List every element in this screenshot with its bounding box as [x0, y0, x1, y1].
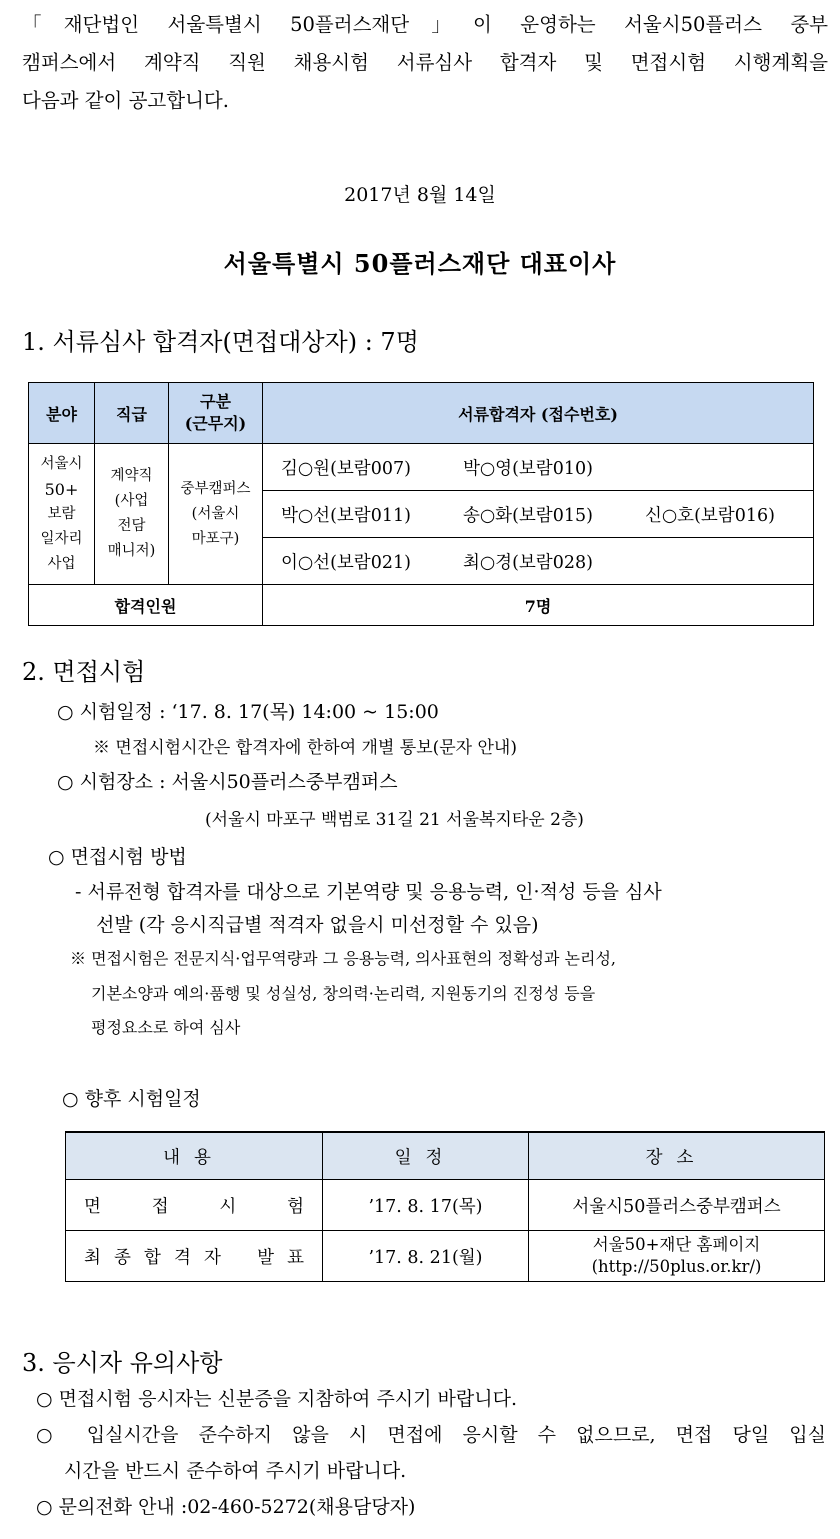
intro-paragraph	[22, 6, 828, 120]
header-field: 분야	[29, 383, 95, 444]
passer-name: 박○선(보람011)	[281, 505, 411, 526]
header-location-text	[169, 391, 262, 435]
event-name-char: 발	[257, 1247, 274, 1268]
event-date: ’17. 8. 21(월)	[323, 1231, 529, 1282]
event-name	[66, 1180, 323, 1231]
passer-name: 송○화(보람015)	[463, 505, 593, 526]
event-name-gap	[234, 1244, 244, 1269]
event-name-char: 시	[219, 1196, 237, 1217]
header-passers: 서류합격자 (접수번호)	[263, 383, 814, 444]
interview-note-1: ※ 면접시험은 전문지식·업무역량과 그 응용능력, 의사표현의 정확성과 논리성,	[70, 949, 616, 968]
location-cell	[169, 444, 263, 585]
intro-line-3: 다음과 같이 공고합니다.	[22, 89, 229, 112]
event-name-char: 합	[144, 1247, 161, 1268]
header-place: 장소	[529, 1132, 825, 1180]
section1-title: 1. 서류심사 합격자(면접대상자) : 7명	[22, 328, 419, 356]
event-place-line: 서울50+재단 홈페이지	[592, 1235, 761, 1254]
event-place: 서울시50플러스중부캠퍼스	[529, 1180, 825, 1231]
field-cell	[29, 444, 95, 585]
table-row	[66, 1180, 825, 1231]
section3-title: 3. 응시자 유의사항	[22, 1349, 223, 1377]
passer-name: 박○영(보람010)	[463, 458, 593, 479]
location-line: 마포구)	[191, 530, 240, 547]
event-place	[529, 1231, 825, 1282]
field-line: 사업	[47, 555, 76, 572]
interview-note-3: 평정요소로 하여 심사	[91, 1018, 241, 1037]
future-schedule-title: ○ 향후 시험일정	[62, 1088, 201, 1110]
interview-note-2: 기본소양과 예의·품행 및 성실성, 창의력·논리력, 지원동기의 진정성 등을	[91, 984, 596, 1003]
total-row	[29, 585, 814, 626]
future-schedule-table	[65, 1131, 825, 1282]
event-name-char: 면	[84, 1196, 101, 1217]
grade-cell	[95, 444, 169, 585]
passers-table	[28, 382, 814, 626]
total-value: 7명	[263, 585, 814, 626]
notice-item-3: ○ 문의전화 안내 :02-460-5272(채용담당자)	[36, 1496, 416, 1518]
header-grade: 직급	[95, 383, 169, 444]
event-name-char: 격	[174, 1247, 191, 1268]
field-line: 50+	[44, 479, 79, 499]
header-location	[169, 383, 263, 444]
header-location-line: (근무지)	[184, 414, 247, 433]
event-name-char: 험	[287, 1196, 304, 1217]
total-label: 합격인원	[29, 585, 263, 626]
interview-method-2: 선발 (각 응시직급별 적격자 없을시 미선정할 수 있음)	[96, 914, 539, 936]
passers-table-header	[29, 383, 814, 444]
field-line: 일자리	[40, 530, 83, 547]
header-date: 일정	[323, 1132, 529, 1180]
notice-item-2a: ○ 입실시간을 준수하지 않을 시 면접에 응시할 수 없으므로, 면접 당일 입실	[36, 1424, 826, 1446]
passers-row-2	[263, 491, 814, 538]
interview-schedule-note: ※ 면접시험시간은 합격자에 한하여 개별 통보(문자 안내)	[93, 738, 517, 758]
interview-schedule: ○ 시험일정 : ‘17. 8. 17(목) 14:00 ~ 15:00	[57, 701, 439, 723]
passer-name: 최○경(보람028)	[463, 552, 593, 573]
interview-place: ○ 시험장소 : 서울시50플러스중부캠퍼스	[57, 771, 398, 793]
header-location-line: 구분	[200, 392, 231, 411]
passer-name: 신○호(보람016)	[645, 505, 775, 526]
header-content: 내용	[66, 1132, 323, 1180]
passers-row-3	[263, 538, 814, 585]
grade-line: (사업	[114, 493, 149, 509]
passer-name: 김○원(보람007)	[281, 458, 411, 479]
grade-line: 계약직	[110, 468, 153, 484]
announcement-date: 2017년 8월 14일	[344, 184, 496, 206]
grade-line: 전담	[117, 518, 146, 534]
table-row	[29, 444, 814, 491]
event-name-char: 접	[151, 1196, 169, 1217]
field-line: 보람	[47, 505, 76, 522]
event-name-char: 자	[204, 1247, 221, 1268]
location-line: 중부캠퍼스	[180, 480, 251, 497]
intro-line-2: 캠퍼스에서 계약직 직원 채용시험 서류심사 합격자 및 면접시험 시행계획을	[22, 51, 828, 74]
field-line: 서울시	[40, 455, 83, 472]
table-row	[66, 1231, 825, 1282]
event-name	[66, 1231, 323, 1282]
event-name-char: 최	[84, 1247, 101, 1268]
event-name-char: 종	[114, 1247, 131, 1268]
section2-title: 2. 면접시험	[22, 658, 146, 686]
grade-line: 매니저)	[107, 543, 156, 559]
interview-address: (서울시 마포구 백범로 31길 21 서울복지타운 2층)	[205, 810, 584, 830]
intro-line-1: 「재단법인 서울특별시 50플러스재단」이 운영하는 서울시50플러스 중부	[22, 13, 828, 36]
location-line: (서울시	[191, 505, 240, 522]
event-name-char: 표	[287, 1247, 304, 1268]
event-place-url: (http://50plus.or.kr/)	[591, 1257, 762, 1276]
interview-method-1: - 서류전형 합격자를 대상으로 기본역량 및 응용능력, 인·적성 등을 심사	[75, 881, 662, 903]
notice-item-2b: 시간을 반드시 준수하여 주시기 바랍니다.	[64, 1460, 407, 1482]
notice-item-1: ○ 면접시험 응시자는 신분증을 지참하여 주시기 바랍니다.	[36, 1388, 517, 1410]
passers-row-1	[263, 444, 814, 491]
passer-name: 이○선(보람021)	[281, 552, 411, 573]
future-table-header	[66, 1132, 825, 1180]
interview-method-title: ○ 면접시험 방법	[48, 846, 187, 868]
organization-signature: 서울특별시 50플러스재단 대표이사	[223, 249, 617, 278]
event-date: ’17. 8. 17(목)	[323, 1180, 529, 1231]
